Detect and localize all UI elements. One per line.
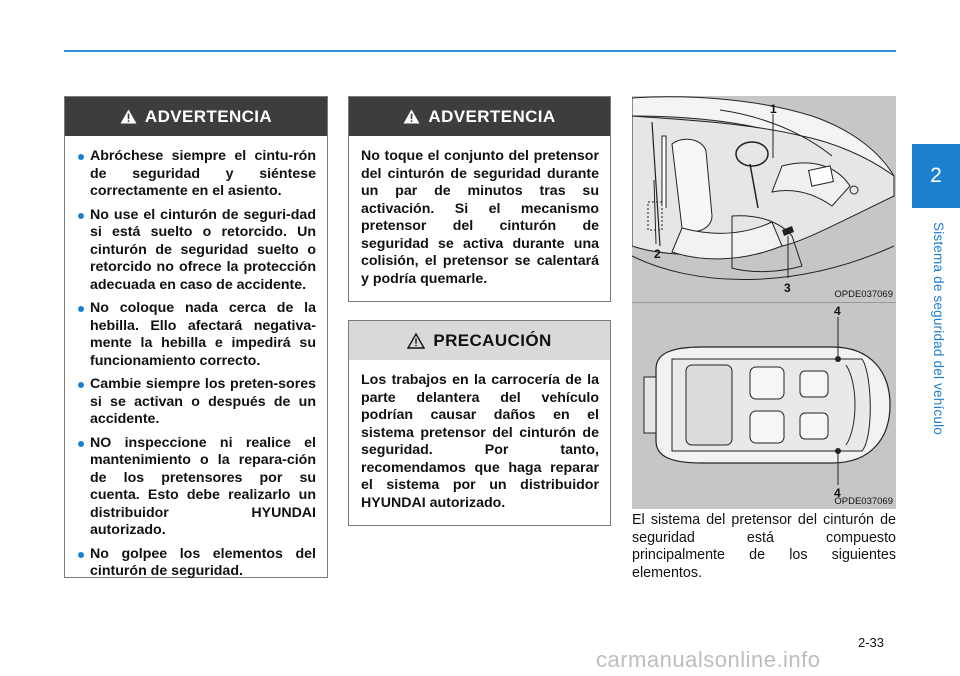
caution-text: Los trabajos en la carrocería de la parte delantera del vehículo podrían causar daños en el sistema pretensor del cinturón de seguridad. Por tanto, recomendamos que haga reparar el sistema por un distribuidor HYUNDAI autorizado. xyxy=(361,372,599,511)
warning-list xyxy=(77,148,316,581)
callout-1: 1 xyxy=(770,102,777,116)
list-item: No golpee los elementos del cinturón de seguridad. xyxy=(77,546,316,581)
figure-code: OPDE037069 xyxy=(834,289,893,300)
warning-triangle-icon xyxy=(403,109,420,124)
list-item: No coloque nada cerca de la hebilla. Ello afectará negativa-mente la hebilla e impedirá su funcionamiento correcto. xyxy=(77,300,316,370)
warning-body xyxy=(65,136,327,597)
watermark: carmanualsonline.info xyxy=(596,647,821,672)
warning-box-pretensioner xyxy=(348,96,611,302)
warning-title: ADVERTENCIA xyxy=(428,106,556,126)
warning-triangle-icon xyxy=(120,109,137,124)
list-item: Abróchese siempre el cintu-rón de seguridad y siéntese correctamente en el asiento. xyxy=(77,148,316,201)
warning-box-seatbelt xyxy=(64,96,328,578)
chapter-tab[interactable] xyxy=(912,144,960,208)
caution-title: PRECAUCIÓN xyxy=(433,330,552,350)
caution-box xyxy=(348,320,611,526)
list-item: Cambie siempre los preten-sores si se activan o después de un accidente. xyxy=(77,376,316,429)
callout-4-bottom: 4 xyxy=(834,486,841,500)
top-rule xyxy=(64,50,896,52)
warning-header xyxy=(65,97,327,136)
warning-title: ADVERTENCIA xyxy=(144,106,273,126)
interior-illustration xyxy=(632,96,896,302)
chapter-number: 2 xyxy=(930,164,942,187)
warning-text: No toque el conjunto del pretensor del cinturón de seguridad durante un par de minutos tras su activación. Si el mecanismo pretensor del cinturón de seguridad se activa durante una colisión, el pretensor se calentará y podría quemarle. xyxy=(361,148,599,287)
figure-interior xyxy=(632,96,896,302)
caution-header xyxy=(349,321,610,360)
page-number: 2-33 xyxy=(858,635,885,650)
warning-header xyxy=(349,97,610,136)
figure-topview xyxy=(632,302,896,509)
figure-caption: El sistema del pretensor del cinturón de seguridad está compuesto principalmente de los siguientes elementos. xyxy=(632,512,896,581)
figure-code: OPDE037069 xyxy=(834,496,893,507)
warning-body xyxy=(349,136,610,298)
list-item: No use el cinturón de seguri-dad si está suelto o retorcido. Un cinturón de seguridad suelto o retorcido no ofrece la protección adecuada en caso de accidente. xyxy=(77,207,316,295)
caution-body xyxy=(349,360,610,522)
callout-3: 3 xyxy=(784,281,791,295)
caution-triangle-icon xyxy=(407,333,425,349)
callout-4-top: 4 xyxy=(834,304,841,318)
list-item: NO inspeccione ni realice el mantenimiento o la repara-ción de los pretensores por su cuenta. Esto debe realizarlo un distribuidor HYUNDAI autorizado. xyxy=(77,435,316,540)
chapter-title: Sistema de seguridad del vehículo xyxy=(931,222,946,435)
callout-2: 2 xyxy=(654,247,661,261)
topview-illustration xyxy=(632,303,896,509)
